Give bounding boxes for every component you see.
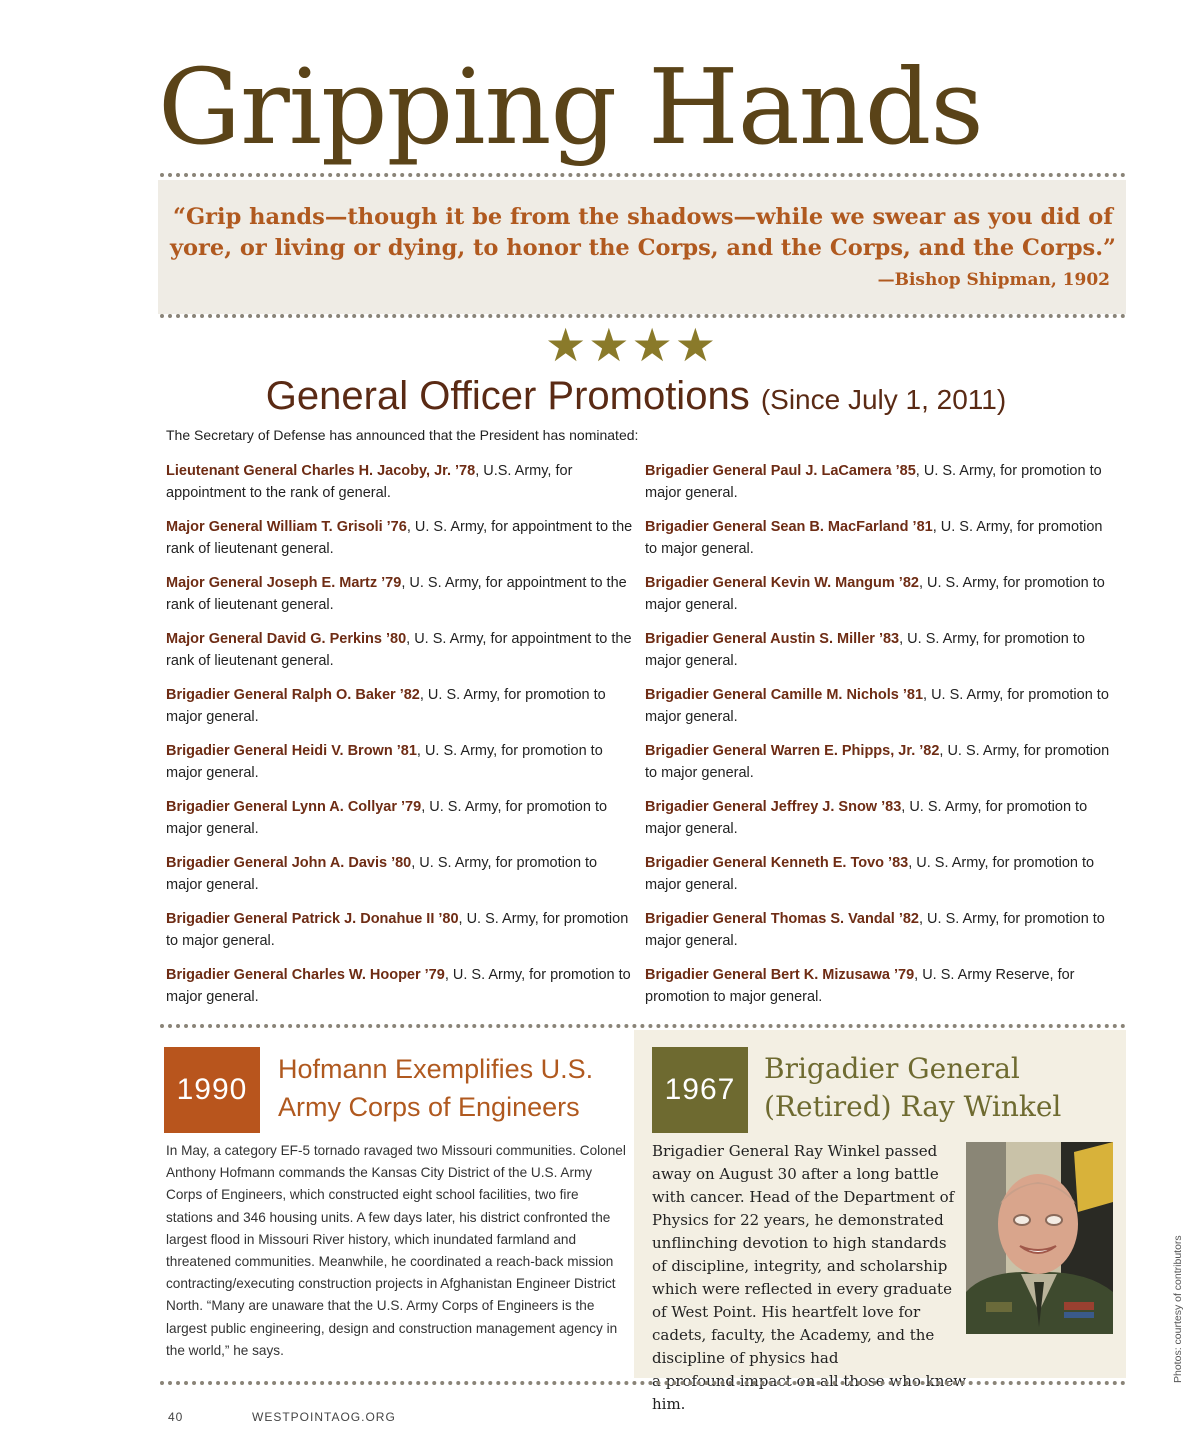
promotion-detail: , U. S. Army, for promotion to major general. bbox=[166, 799, 608, 837]
promotion-entry bbox=[645, 740, 1113, 796]
officer-name: Major General David G. Perkins ’80 bbox=[166, 631, 407, 647]
page-number: 40 bbox=[168, 1410, 184, 1424]
four-stars-icon: ★★★★ bbox=[545, 319, 718, 371]
promotions-intro: The Secretary of Defense has announced that the President has nominated: bbox=[166, 427, 639, 443]
officer-name: Brigadier General Camille M. Nichols ’81 bbox=[645, 687, 924, 703]
promotion-detail: , U. S. Army, for promotion to major general. bbox=[645, 911, 1105, 949]
officer-name: Brigadier General Austin S. Miller ’83 bbox=[645, 631, 900, 647]
officer-name: Brigadier General Charles W. Hooper ’79 bbox=[166, 967, 445, 983]
story-body-winkel-text: Brigadier General Ray Winkel passed away on August 30 after a long battle with cancer. Head of the Department of Physics for 22 years, he demonstrated unflinching devotion to high standards of discipline, integrity, and scholarship which were reflected in every graduate of West Point. His heartfelt love for cadets, faculty, the Academy, and the discipline of physics had bbox=[652, 1142, 955, 1367]
promotion-entry bbox=[645, 908, 1113, 964]
promotion-detail: , U. S. Army, for promotion to major general. bbox=[645, 799, 1088, 837]
promotion-entry bbox=[645, 460, 1113, 516]
promotions-left-column bbox=[166, 460, 634, 1020]
promotion-detail: , U. S. Army, for appointment to the rank of lieutenant general. bbox=[166, 631, 632, 669]
promotion-detail: , U. S. Army, for promotion to major general. bbox=[166, 855, 598, 893]
promotion-detail: , U. S. Army, for promotion to major general. bbox=[645, 463, 1102, 501]
officer-name: Brigadier General Heidi V. Brown ’81 bbox=[166, 743, 417, 759]
promotions-heading-sub: (Since July 1, 2011) bbox=[760, 384, 1007, 415]
promotion-detail: , U. S. Army, for promotion to major general. bbox=[645, 687, 1109, 725]
promotion-entry bbox=[166, 908, 634, 964]
story-body-hofmann: In May, a category EF-5 tornado ravaged two Missouri communities. Colonel Anthony Hofmann commands the Kansas City District of the U.S. Army Corps of Engineers, which constructed eight school facilities, two fire stations and 346 housing units. A few days later, his district confronted the largest flood in Missouri River history, which inundated farmland and threatened communities. Meanwhile, he coordinated a reach-back mission contracting/executing construction projects in Afghanistan Engineer District North. “Many are unaware that the U.S. Army Corps of Engineers is the largest public engineering, design and construction management agency in the world,” he says. bbox=[166, 1143, 626, 1358]
officer-name: Brigadier General Warren E. Phipps, Jr. ’82 bbox=[645, 743, 940, 759]
winkel-portrait-photo bbox=[966, 1142, 1113, 1334]
promotion-entry bbox=[166, 740, 634, 796]
promotion-entry bbox=[645, 516, 1113, 572]
page-title: Gripping Hands bbox=[158, 46, 983, 168]
officer-name: Brigadier General Jeffrey J. Snow ’83 bbox=[645, 799, 902, 815]
officer-name: Major General Joseph E. Martz ’79 bbox=[166, 575, 402, 591]
photo-credit: Photos: courtesy of contributors bbox=[1172, 1235, 1184, 1383]
promotion-entry bbox=[645, 852, 1113, 908]
promotion-detail: , U. S. Army, for promotion to major general. bbox=[645, 631, 1085, 669]
officer-name: Brigadier General Bert K. Mizusawa ’79 bbox=[645, 967, 915, 983]
officer-name: Brigadier General Kenneth E. Tovo ’83 bbox=[645, 855, 909, 871]
officer-name: Brigadier General Patrick J. Donahue II ’80 bbox=[166, 911, 459, 927]
promotion-entry bbox=[166, 628, 634, 684]
officer-name: Major General William T. Grisoli ’76 bbox=[166, 519, 407, 535]
promotion-detail: , U. S. Army, for promotion to major general. bbox=[645, 575, 1105, 613]
promotion-entry bbox=[645, 964, 1113, 1020]
promotion-detail: , U. S. Army, for promotion to major general. bbox=[645, 519, 1103, 557]
officer-name: Brigadier General Paul J. LaCamera ’85 bbox=[645, 463, 916, 479]
promotion-entry bbox=[166, 684, 634, 740]
officer-name: Brigadier General Kevin W. Mangum ’82 bbox=[645, 575, 919, 591]
promotion-entry bbox=[166, 964, 634, 1020]
promotion-detail: , U. S. Army, for appointment to the rank of lieutenant general. bbox=[166, 519, 633, 557]
promotion-detail: , U. S. Army, for promotion to major general. bbox=[645, 743, 1110, 781]
promotion-detail: , U. S. Army, for promotion to major general. bbox=[166, 911, 629, 949]
promotion-entry bbox=[166, 796, 634, 852]
year-badge: 1967 bbox=[652, 1047, 748, 1133]
promotions-heading bbox=[0, 374, 1200, 419]
promotion-entry bbox=[645, 628, 1113, 684]
promotion-detail: , U. S. Army, for appointment to the rank of lieutenant general. bbox=[166, 575, 627, 613]
promotion-entry bbox=[645, 684, 1113, 740]
promotion-detail: , U. S. Army, for promotion to major general. bbox=[166, 967, 631, 1005]
promotion-entry bbox=[166, 572, 634, 628]
promotion-entry bbox=[166, 852, 634, 908]
dotted-divider bbox=[160, 314, 1126, 318]
dotted-divider bbox=[160, 173, 1126, 177]
promotion-entry bbox=[645, 572, 1113, 628]
promotion-entry bbox=[166, 460, 634, 516]
quote-box bbox=[158, 180, 1126, 314]
dotted-divider bbox=[160, 1024, 1126, 1028]
quote-text: “Grip hands—though it be from the shadows—while we swear as you did of yore, or living or dying, to honor the Corps, and the Corps, and the Corps.” bbox=[169, 204, 1117, 261]
promotions-heading-main: General Officer Promotions bbox=[265, 374, 750, 418]
quote-attribution: —Bishop Shipman, 1902 bbox=[877, 270, 1110, 290]
story-body-winkel-tail: a profound impact on all those who knew him. bbox=[652, 1372, 967, 1413]
footer-site: WESTPOINTAOG.ORG bbox=[252, 1410, 396, 1424]
year-badge: 1990 bbox=[164, 1047, 260, 1133]
officer-name: Lieutenant General Charles H. Jacoby, Jr. ’78 bbox=[166, 463, 476, 479]
promotion-detail: , U. S. Army, for promotion to major general. bbox=[166, 687, 606, 725]
promotions-right-column bbox=[645, 460, 1113, 1020]
officer-name: Brigadier General John A. Davis ’80 bbox=[166, 855, 412, 871]
dotted-divider bbox=[160, 1381, 1126, 1385]
officer-name: Brigadier General Sean B. MacFarland ’81 bbox=[645, 519, 933, 535]
promotion-detail: , U. S. Army, for promotion to major general. bbox=[166, 743, 603, 781]
officer-name: Brigadier General Ralph O. Baker ’82 bbox=[166, 687, 420, 703]
promotion-detail: , U. S. Army, for promotion to major general. bbox=[645, 855, 1095, 893]
promotion-entry bbox=[645, 796, 1113, 852]
story-title-winkel: Brigadier General (Retired) Ray Winkel bbox=[764, 1052, 1062, 1123]
story-body-winkel bbox=[652, 1140, 967, 1416]
officer-name: Brigadier General Thomas S. Vandal ’82 bbox=[645, 911, 919, 927]
promotion-detail: , U.S. Army, for appointment to the rank of general. bbox=[166, 463, 573, 501]
story-title-hofmann: Hofmann Exemplifies U.S. Army Corps of Engineers bbox=[278, 1054, 594, 1122]
officer-name: Brigadier General Lynn A. Collyar ’79 bbox=[166, 799, 422, 815]
promotion-detail: , U. S. Army Reserve, for promotion to major general. bbox=[645, 967, 1075, 1005]
promotion-entry bbox=[166, 516, 634, 572]
